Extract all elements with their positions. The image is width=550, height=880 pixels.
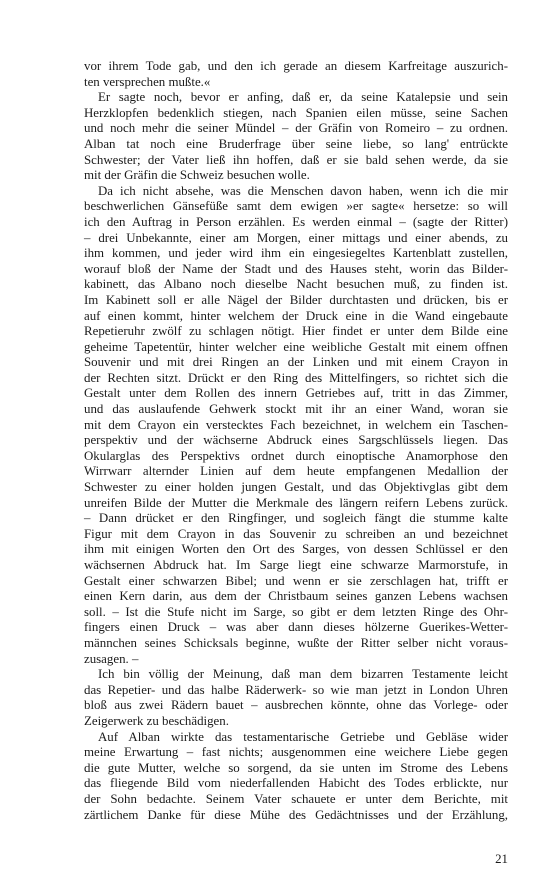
body-text	[84, 59, 508, 823]
text-line: Wirrwarr alternder Linien auf dem heute empfangenen Medallion der	[84, 464, 508, 479]
text-line: und noch mehr die seiner Mündel – der Gräfin von Romeiro – zu ordnen.	[84, 121, 508, 136]
text-line: das Repetier- und das halbe Räderwerk- so wie man jetzt in London Uhren	[84, 682, 508, 697]
text-line: Schwester; der Vater ließ ihn hoffen, daß er sie bald sehen werde, da sie	[84, 152, 508, 167]
text-line: zärtlichem Danke für diese Mühe des Gedächtnisses und der Erzählung,	[84, 807, 508, 822]
text-line: einen Kern darin, aus dem der Christbaum seines ganzen Lebens wachsen	[84, 589, 508, 604]
text-line: mit der Gräfin die Schweiz besuchen wolle.	[84, 168, 310, 183]
text-line: unreifen Bilde der Mutter die Merkmale des längern reifern Lebens zurück.	[84, 495, 508, 510]
text-line: kabinett, das Albano noch dieselbe Nacht besuchen muß, zu finden ist.	[84, 277, 508, 292]
text-line: auf einen kommt, hinter welchem der Druck eine in die Wand eingebaute	[84, 308, 508, 323]
text-line: meine Erwartung – fast nichts; ausgenommen eine weichere Liebe gegen	[84, 745, 508, 760]
text-line: Da ich nicht absehe, was die Menschen davon haben, wenn ich die mir	[98, 183, 508, 198]
text-line: worauf bloß der Name der Stadt und des Hauses steht, worin das Bilder-	[84, 261, 508, 276]
text-line: ihm mit einigen Worten den Ort des Sarges, von dessen Schlüssel er den	[84, 542, 508, 557]
text-line: fingers einen Druck – was aber dann dieses hölzerne Guerikes-Wetter-	[84, 620, 508, 635]
text-line: Er sagte noch, bevor er anfing, daß er, da seine Katalepsie und sein	[98, 90, 508, 105]
text-line: perspektiv und der wächserne Abdruck eines Sargschlüssels liegen. Das	[84, 433, 508, 448]
text-line: der Sohn bedachte. Seinem Vater schauete er unter dem Berichte, mit	[84, 791, 508, 806]
text-line: Im Kabinett soll er alle Nägel der Bilder durchtasten und drücken, bis er	[84, 292, 508, 307]
text-line: ten versprechen mußte.«	[84, 74, 211, 89]
text-line: ihm kommen, und jeder wird ihm ein eingesiegeltes Kartenblatt zustellen,	[84, 246, 508, 261]
text-line: Gestalt einer schwarzen Bibel; und wenn er sie zerschlagen hat, trifft er	[84, 573, 508, 588]
text-line: bloß aus zwei Rädern bauet – ausbrechen könnte, ohne das Vorlege- oder	[84, 698, 508, 713]
text-line: Okularglas des Perspektivs ordnet durch einoptische Anamorphose den	[84, 448, 508, 463]
text-line: ich den Auftrag in Person erzählen. Es werden einmal – (sagte der Ritter)	[84, 214, 508, 229]
text-line: Herzklopfen bedenklich stiegen, nach Spanien eilen müsse, seine Sachen	[84, 105, 508, 120]
text-line: Souvenir und mit drei Ringen an der Linken und mit einem Crayon in	[84, 355, 508, 370]
text-line: soll. – Ist die Stufe nicht im Sarge, so gibt er dem letzten Ringe des Ohr-	[84, 604, 508, 619]
text-line: männchen seines Schicksals beginne, wußte der Ritter selber nicht voraus-	[84, 635, 508, 650]
text-line: die gute Mutter, welche so sorgend, da sie unten im Strome des Lebens	[84, 760, 508, 775]
text-line: – Dann drücket er den Ringfinger, und sogleich fängt die stumme kalte	[84, 511, 508, 526]
text-line: beschwerlichen Gänsefüße samt dem ewigen »er sagte« hersetze: so will	[84, 199, 508, 214]
text-line: – drei Unbekannte, einer am Morgen, einer mittags und einer abends, zu	[84, 230, 508, 245]
text-line: Ich bin völlig der Meinung, daß man dem bizarren Testamente leicht	[98, 667, 508, 682]
text-line: Zeigerwerk zu beschädigen.	[84, 713, 229, 728]
text-line: Figur mit dem Crayon in das Souvenir zu schreiben an und bezeichnet	[84, 526, 508, 541]
text-line: mit dem Crayon ein verstecktes Fach bezeichnet, in welchem ein Taschen-	[84, 417, 508, 432]
text-line: geheime Tapetentür, hinter welcher eine weibliche Gestalt mit einem offnen	[84, 339, 508, 354]
text-line: Repetieruhr zwölf zu schlagen nötigt. Hier findet er unter dem Bilde eine	[84, 324, 508, 339]
text-line: Auf Alban wirkte das testamentarische Getriebe und Gebläse wider	[98, 729, 508, 744]
text-line: der Rechten sitzt. Drückt er den Ring des Mittelfingers, so richtet sich die	[84, 370, 508, 385]
text-line: und das auslaufende Gehwerk stockt mit ihr an einer Wand, woran sie	[84, 402, 508, 417]
text-line: Alban tat noch eine Bruderfrage über seine liebe, so lang' entrückte	[84, 136, 508, 151]
text-line: Schwester zu einer holden jungen Gestalt, und das Objektivglas gibt dem	[84, 480, 508, 495]
text-line: das fliegende Bild vom niederfallenden Habicht des Todes erblickte, nur	[84, 776, 508, 791]
text-line: vor ihrem Tode gab, und den ich gerade an diesem Karfreitage auszurich-	[84, 59, 508, 73]
text-line: wächsernen Abdruck hat. Im Sarge liegt eine schwarze Marmorstufe, in	[84, 558, 508, 572]
page-number: 21	[495, 852, 508, 866]
text-line: Gestalt unter dem Rollen des innern Getriebes auf, tritt in das Zimmer,	[84, 386, 508, 401]
text-line: zusagen. –	[84, 651, 139, 666]
